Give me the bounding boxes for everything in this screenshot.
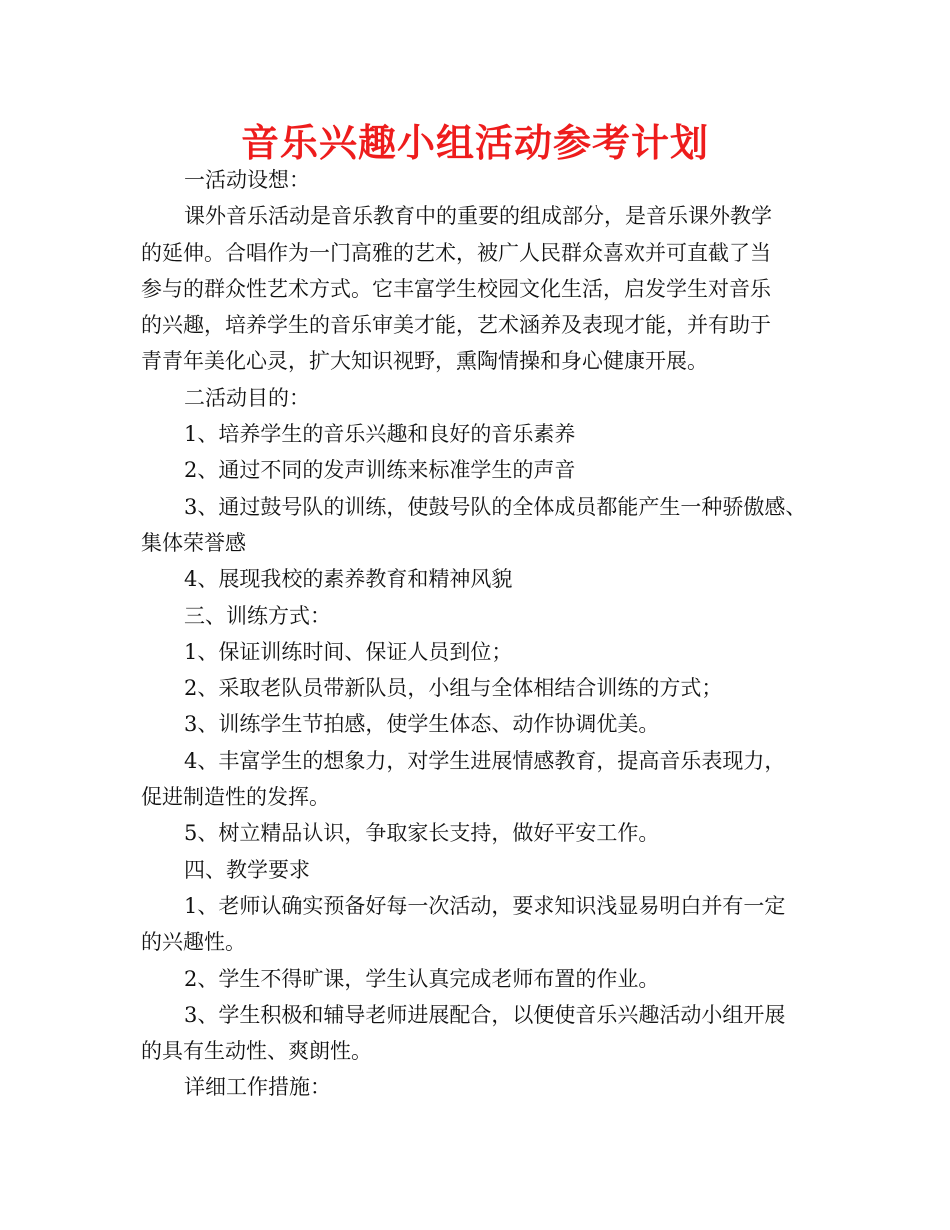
- requirement-item-2: 2、学生不得旷课，学生认真完成老师布置的作业。: [184, 966, 660, 991]
- document-title: 音乐兴趣小组活动参考计划: [240, 121, 709, 165]
- training-item-4: 4、丰富学生的想象力，对学生进展情感教育，提高音乐表现力， 促进制造性的发挥。: [141, 748, 786, 810]
- goal-item-1: 1、培养学生的音乐兴趣和良好的音乐素养: [184, 422, 576, 447]
- training-item-2: 2、采取老队员带新队员，小组与全体相结合训练的方式；: [184, 676, 723, 701]
- requirement-item-3: 3、学生积极和辅导老师进展配合，以便使音乐兴趣活动小组开展 的具有生动性、爽朗性。: [141, 1002, 786, 1064]
- requirement-item-1: 1、老师认确实预备好每一次活动，要求知识浅显易明白并有一定 的兴趣性。: [141, 893, 786, 955]
- goal-item-2: 2、通过不同的发声训练来标准学生的声音: [184, 458, 576, 483]
- section-heading-activity-concept: 一活动设想：: [184, 168, 310, 192]
- section-heading-teaching-requirements: 四、教学要求: [184, 857, 310, 882]
- training-item-3: 3、训练学生节拍感，使学生体态、动作协调优美。: [184, 712, 660, 737]
- training-item-1: 1、保证训练时间、保证人员到位；: [184, 639, 513, 664]
- goal-item-3: 3、通过鼓号队的训练，使鼓号队的全体成员都能产生一种骄傲感、 集体荣誉感: [141, 494, 807, 555]
- section-heading-detailed-measures: 详细工作措施：: [184, 1075, 331, 1100]
- document-body: [141, 162, 821, 1106]
- paragraph-activity-concept: 课外音乐活动是音乐教育中的重要的组成部分，是音乐课外教学 的延伸。合唱作为一门高雅的艺术，被广人民群众喜欢并可直截了当 参与的群众性艺术方式。它丰富学生校园文化生活，启发学生对音乐 的兴趣，培养学生的音乐审美才能，艺术涵养及表现才能，并有助于 青青年美化心灵，扩大知识视野，熏陶情操和身心健康开展。: [141, 204, 772, 374]
- section-heading-activity-goals: 二活动目的：: [184, 385, 310, 410]
- section-heading-training-methods: 三、训练方式：: [184, 603, 331, 628]
- goal-item-4: 4、展现我校的素养教育和精神风貌: [184, 567, 513, 592]
- training-item-5: 5、树立精品认识，争取家长支持，做好平安工作。: [184, 821, 660, 846]
